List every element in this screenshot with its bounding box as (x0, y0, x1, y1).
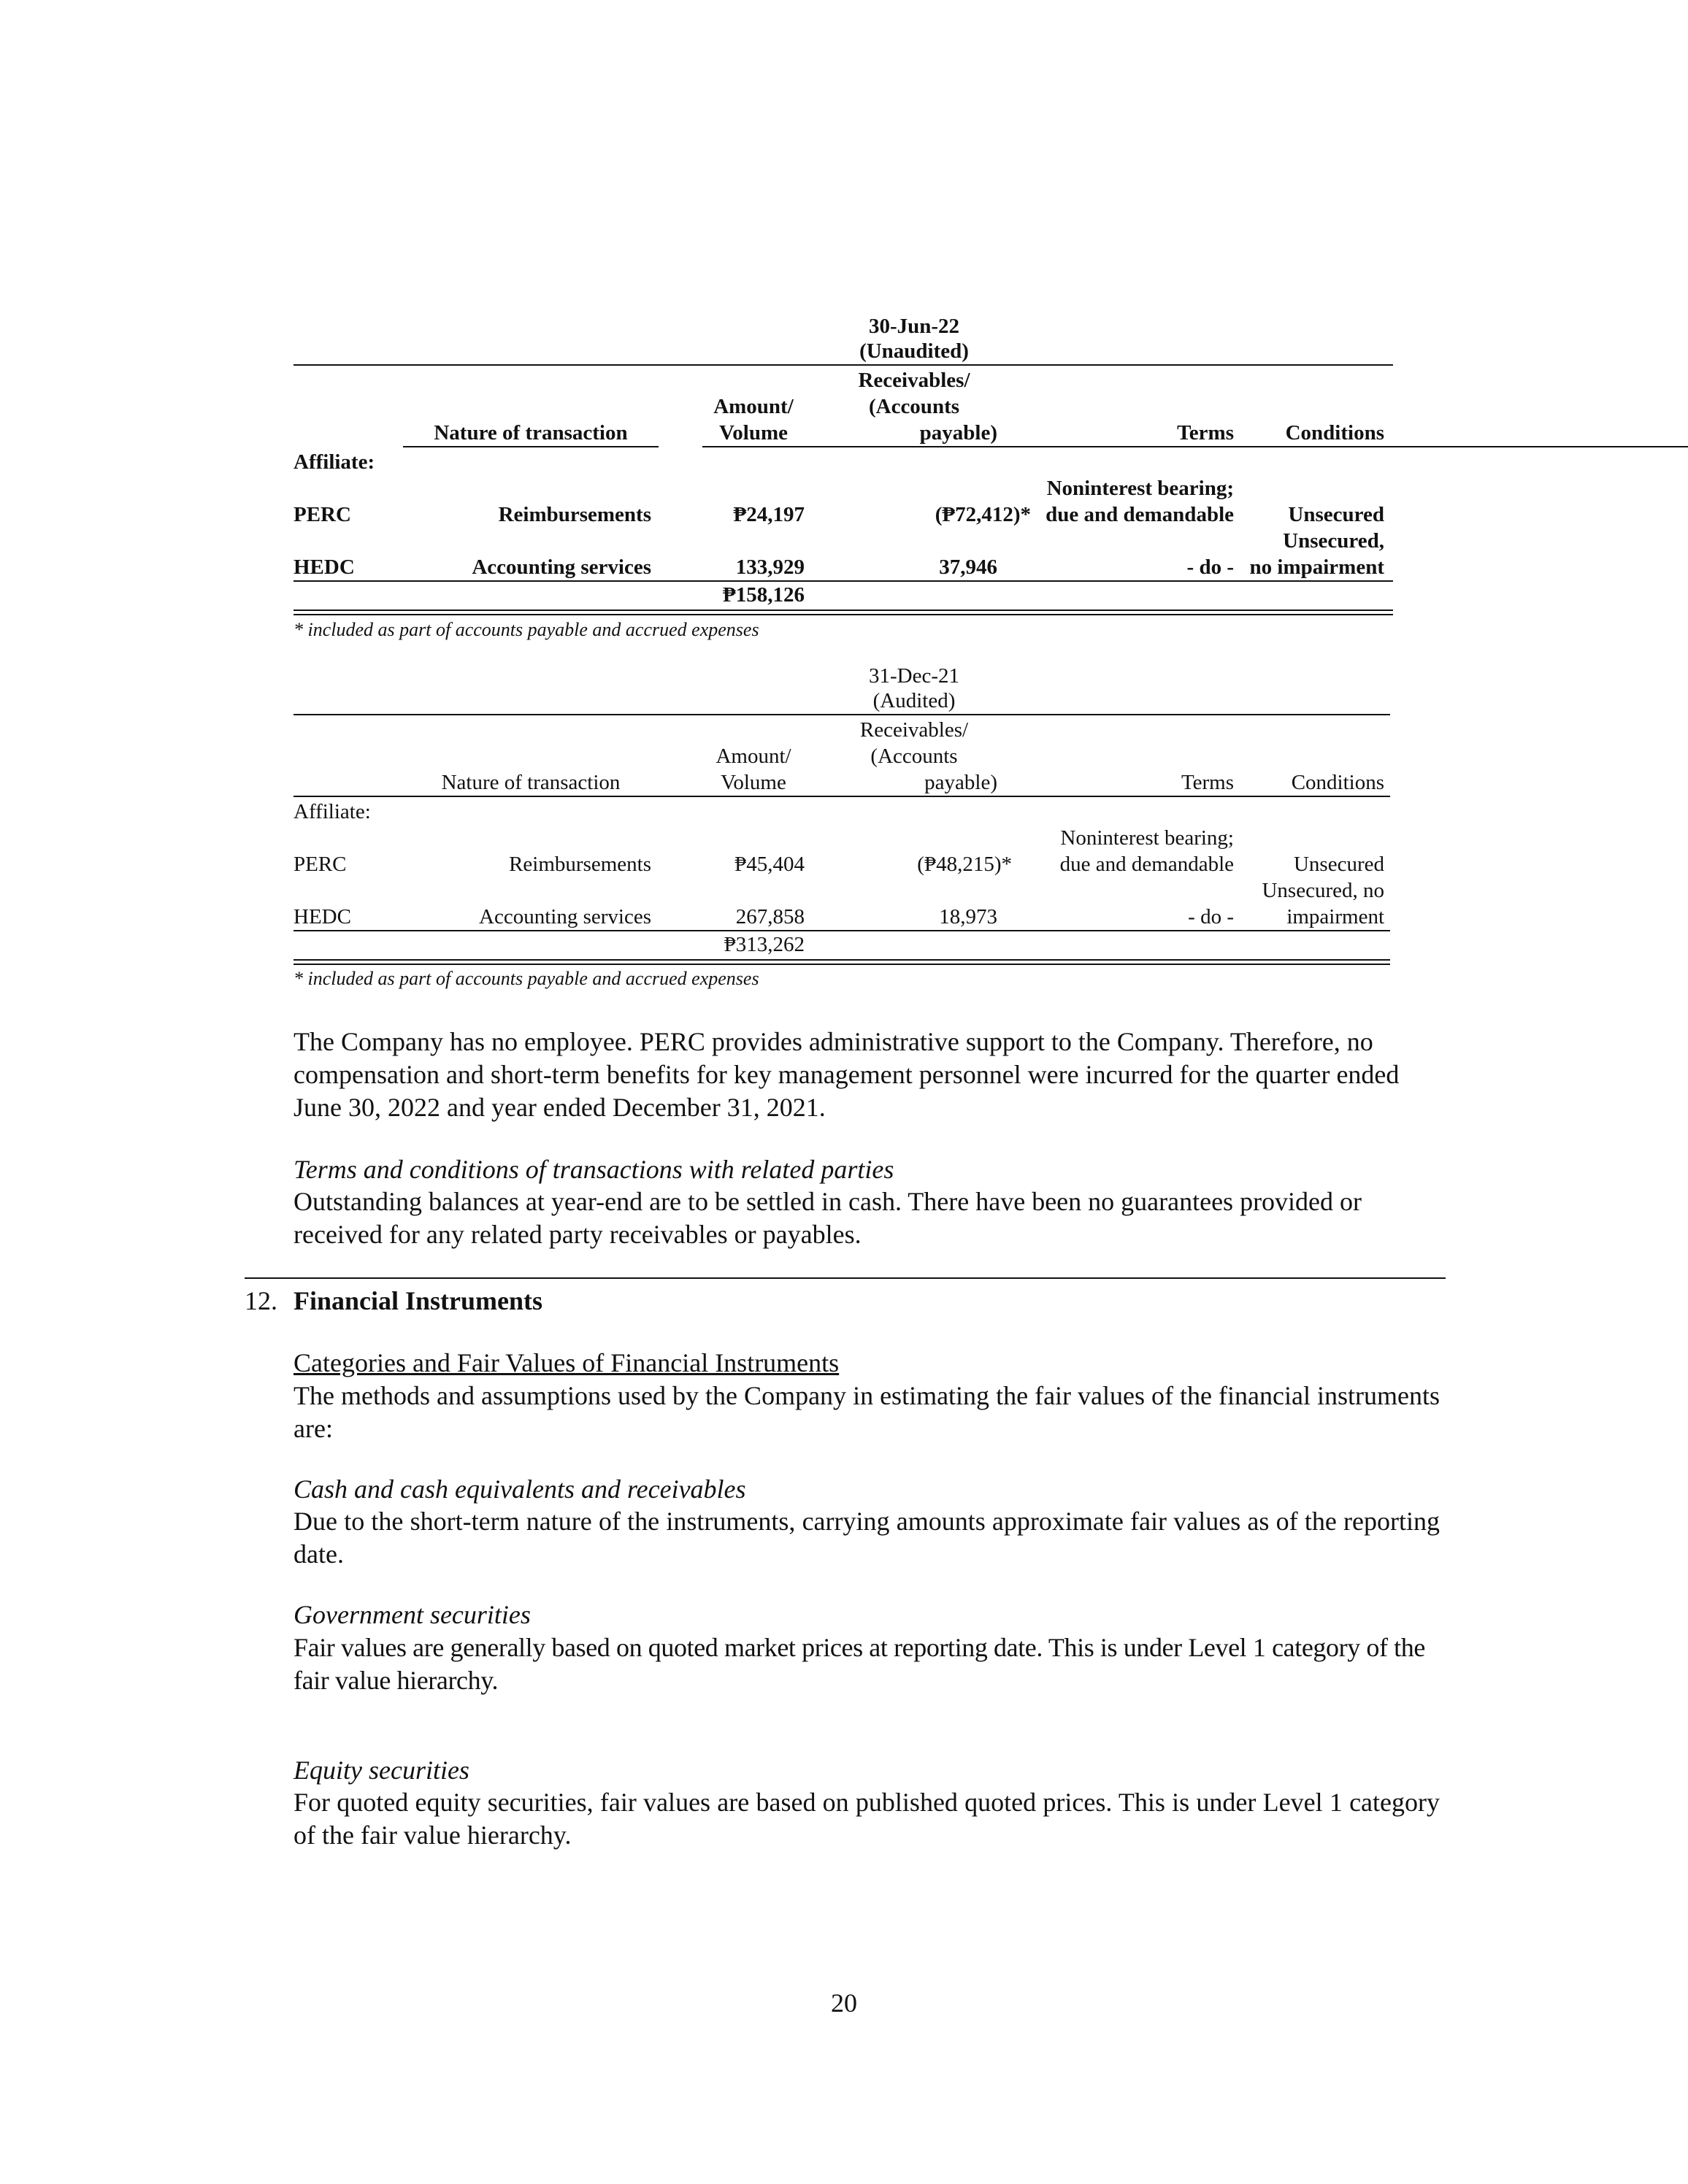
header-receivables: (Accounts (870, 745, 958, 768)
total-amount: ₱158,126 (723, 583, 805, 607)
entity-name: PERC (294, 853, 347, 876)
equity-securities-text: For quoted equity securities, fair values are based on published quoted prices. This is under Level 1 category of the fair value hierarchy. (294, 1788, 1440, 1850)
amount-cell: ₱24,197 (733, 503, 805, 526)
receivable-cell: (₱72,412)* (935, 503, 1031, 526)
categories-heading: Categories and Fair Values of Financial Instruments (294, 1348, 840, 1377)
receivable-cell: 37,946 (939, 555, 997, 579)
conditions-cell: Unsecured (1288, 503, 1384, 526)
conditions-cell: impairment (1286, 905, 1384, 928)
header-volume: Volume (721, 771, 786, 794)
total-amount: ₱313,262 (724, 933, 805, 956)
terms-cell: - do - (1188, 905, 1234, 928)
terms-cell: - do - (1186, 555, 1234, 579)
header-receivables: Receivables/ (858, 369, 970, 392)
terms-conditions-text: Outstanding balances at year-end are to be settled in cash. There have been no guarantees provided or received for any related party receivables or payables. (294, 1187, 1362, 1249)
row-underline (294, 930, 1390, 931)
table-period: 30-Jun-22 (868, 315, 960, 338)
receivable-cell: 18,973 (939, 905, 997, 928)
cash-text: Due to the short-term nature of the instruments, carrying amounts approximate fair values as of the reporting date. (294, 1507, 1440, 1569)
nature-cell: Reimbursements (498, 503, 651, 526)
header-conditions: Conditions (1291, 771, 1384, 794)
no-employee-paragraph: The Company has no employee. PERC provides administrative support to the Company. Therefore, no compensation and short-term benefits for key management personnel were incurred for the quarter ended June 30, 2022 and year ended December 31, 2021. (294, 1027, 1400, 1122)
header-receivables: (Accounts (868, 395, 960, 418)
header-underline (294, 796, 1390, 797)
page-number: 20 (831, 1988, 857, 2018)
terms-cell: due and demandable (1059, 853, 1234, 876)
conditions-cell: Unsecured (1293, 853, 1384, 876)
table-status: (Audited) (872, 689, 956, 712)
table-period: 31-Dec-21 (868, 664, 959, 688)
header-nature: Nature of transaction (441, 771, 621, 794)
header-receivables: Receivables/ (859, 718, 969, 742)
row-underline (294, 580, 1393, 582)
terms-line: Noninterest bearing; (1046, 477, 1234, 500)
header-terms: Terms (1177, 421, 1234, 445)
terms-cell: due and demandable (1046, 503, 1234, 526)
table-status: (Unaudited) (859, 339, 969, 363)
total-double-rule (294, 614, 1393, 615)
cash-heading: Cash and cash equivalents and receivables (294, 1474, 746, 1504)
conditions-line: Unsecured, no (1262, 879, 1384, 902)
table-top-rule (294, 714, 1390, 715)
related-party-table-2022 (294, 310, 1393, 631)
terms-conditions-heading: Terms and conditions of transactions with related parties (294, 1155, 894, 1184)
equity-securities-heading: Equity securities (294, 1756, 469, 1785)
related-party-table-2021 (294, 660, 1393, 966)
entity-name: HEDC (294, 555, 355, 579)
total-double-rule (294, 964, 1390, 965)
conditions-cell: no impairment (1249, 555, 1384, 579)
amount-cell: 133,929 (735, 555, 805, 579)
affiliate-label: Affiliate: (294, 450, 375, 474)
section-divider (245, 1277, 1446, 1279)
header-underline (403, 446, 659, 447)
categories-text: The methods and assumptions used by the Company in estimating the fair values of the financial instruments are: (294, 1381, 1440, 1443)
table-footnote: * included as part of accounts payable and accrued expenses (294, 619, 759, 640)
total-double-rule (294, 610, 1393, 611)
entity-name: PERC (294, 503, 351, 526)
header-amount: Amount/ (713, 395, 794, 418)
header-receivables: payable) (919, 421, 997, 445)
section-title: Financial Instruments (294, 1286, 543, 1315)
government-securities-heading: Government securities (294, 1600, 531, 1629)
section-number: 12. (245, 1286, 277, 1315)
entity-name: HEDC (294, 905, 351, 928)
header-amount: Amount/ (716, 745, 791, 768)
header-volume: Volume (719, 421, 788, 445)
nature-cell: Accounting services (472, 555, 651, 579)
government-securities-text: Fair values are generally based on quoted market prices at reporting date. This is under Level 1 category of the fair value hierarchy. (294, 1633, 1425, 1695)
affiliate-label: Affiliate: (294, 800, 371, 823)
total-double-rule (294, 959, 1390, 961)
header-underline (702, 446, 1688, 447)
receivable-cell: (₱48,215)* (917, 853, 1012, 876)
amount-cell: ₱45,404 (734, 853, 805, 876)
amount-cell: 267,858 (735, 905, 805, 928)
header-conditions: Conditions (1285, 421, 1384, 445)
terms-line: Noninterest bearing; (1060, 826, 1234, 850)
nature-cell: Reimbursements (509, 853, 651, 876)
header-receivables: payable) (924, 771, 997, 794)
header-terms: Terms (1181, 771, 1234, 794)
conditions-line: Unsecured, (1283, 529, 1384, 553)
table-footnote: * included as part of accounts payable and accrued expenses (294, 968, 759, 989)
table-top-rule (294, 364, 1393, 366)
header-nature: Nature of transaction (434, 421, 628, 445)
nature-cell: Accounting services (479, 905, 651, 928)
